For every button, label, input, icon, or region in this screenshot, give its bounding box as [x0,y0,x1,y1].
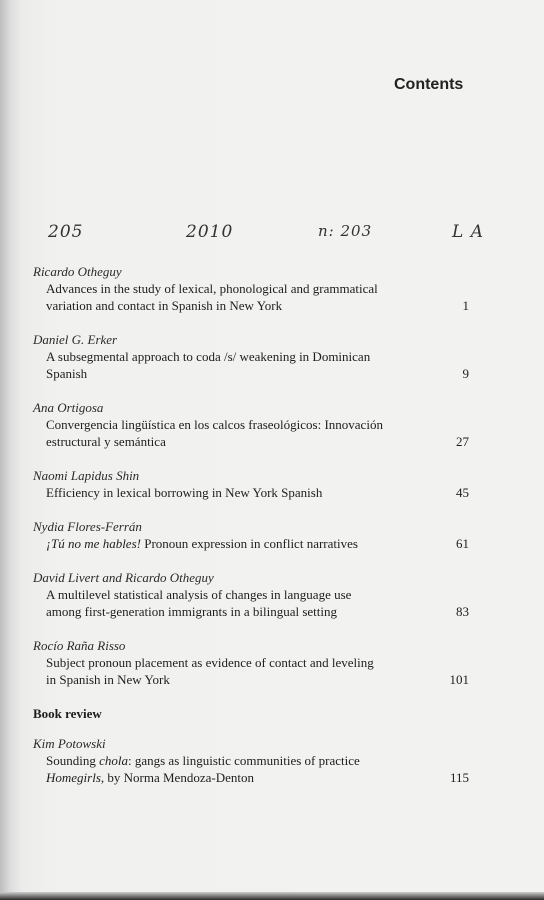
entry-author: Daniel G. Erker [33,332,118,347]
page-title: Contents [394,76,464,93]
entry-title-rest: Pronoun expression in conflict narratives [140,536,358,551]
entry-author: Kim Potowski [33,736,106,751]
toc-entry [33,263,473,314]
toc-entry [33,399,473,450]
entry-page-number: 27 [456,434,469,449]
toc-entry-book-review [33,735,473,786]
entry-title-line: among first-generation immigrants in a bilingual setting [46,604,337,619]
section-heading-book-review: Book review [33,706,102,721]
entry-author: Ana Ortigosa [33,400,104,415]
toc-entry [33,569,473,620]
entry-author: Rocío Raña Risso [33,638,126,653]
entry-page-number: 45 [456,485,469,500]
entry-page-number: 115 [449,770,469,785]
entry-title-text: Sounding [46,753,100,768]
entry-title-line [33,752,436,769]
handwritten-issue: n: 203 [318,222,373,240]
entry-page-number: 101 [449,672,469,687]
entry-title-line [33,535,436,552]
entry-title-line: variation and contact in Spanish in New York [46,298,283,313]
entry-title-text: : gangs as linguistic communities of practice [127,753,360,768]
entry-author: Nydia Flores-Ferrán [33,519,142,534]
entry-title-line [33,769,436,786]
toc-entry [33,331,473,382]
toc-entry [33,518,473,552]
table-of-contents [33,263,473,803]
entry-title-line: Subject pronoun placement as evidence of contact and leveling [46,655,374,670]
entry-title-line: Advances in the study of lexical, phonological and grammatical [46,281,378,296]
handwritten-mark: L A [452,222,484,242]
entry-title-text: , by Norma Mendoza-Denton [100,770,254,785]
entry-page-number: 83 [456,604,469,619]
entry-page-number: 61 [456,536,469,551]
entry-title-line: Convergencia lingüística en los calcos fraseológicos: Innovación [46,417,383,432]
entry-title-italic: chola [99,753,128,768]
entry-title-line: A subsegmental approach to coda /s/ weakening in Dominican [46,349,371,364]
toc-entry [33,467,473,501]
entry-title-italic: Homegirls [46,770,101,785]
entry-title-line: in Spanish in New York [46,672,170,687]
handwritten-annotations [0,222,544,252]
entry-title-line: Efficiency in lexical borrowing in New York Spanish [46,485,323,500]
entry-title-line: estructural y semántica [46,434,166,449]
entry-author: Naomi Lapidus Shin [33,468,140,483]
toc-entry [33,637,473,688]
entry-title-line: Spanish [46,366,88,381]
handwritten-year: 2010 [186,222,234,242]
entry-page-number: 1 [462,298,469,313]
page-bottom-edge [0,892,544,900]
entry-title-italic: ¡Tú no me hables! [46,536,141,551]
handwritten-number: 205 [48,222,84,242]
entry-page-number: 9 [462,366,469,381]
entry-author: David Livert and Ricardo Otheguy [33,570,214,585]
entry-author: Ricardo Otheguy [33,264,122,279]
entry-title-line: A multilevel statistical analysis of changes in language use [46,587,352,602]
